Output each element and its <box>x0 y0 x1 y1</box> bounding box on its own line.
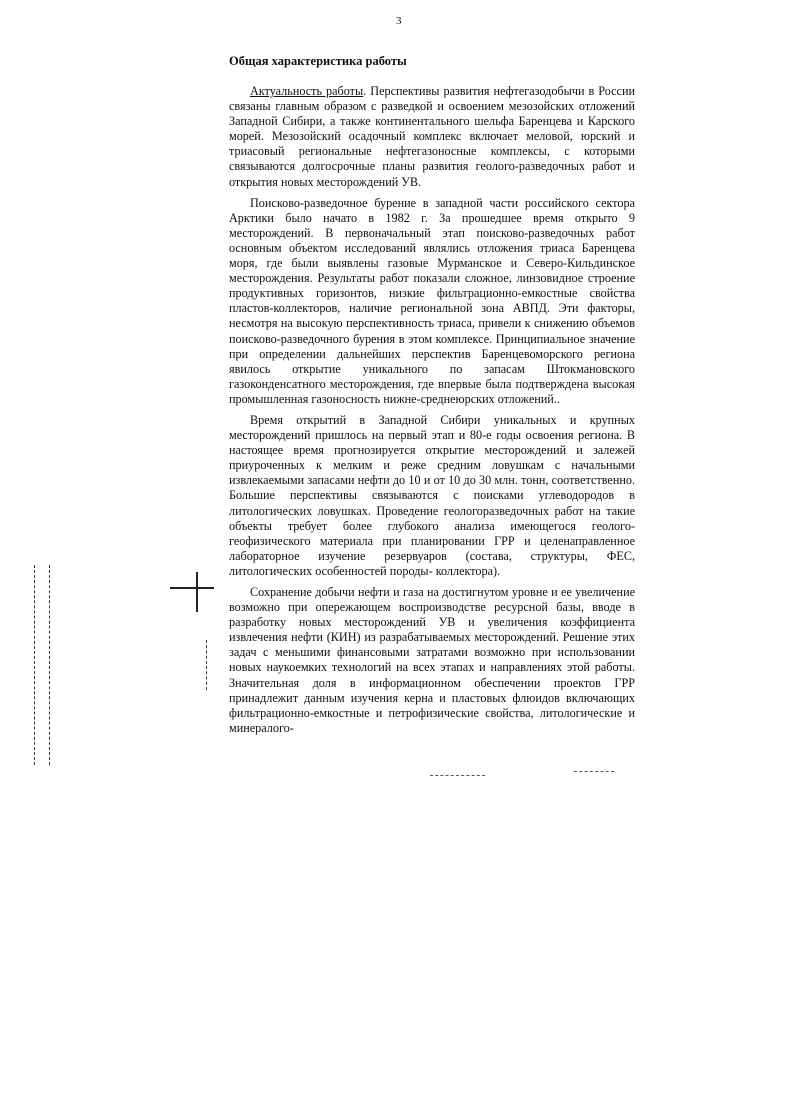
page-number: 3 <box>396 15 402 27</box>
scan-bottom-mark-left <box>430 775 485 776</box>
scan-cross-vertical <box>196 572 198 612</box>
paragraph-arctic-drilling: Поисково-разведочное бурение в западной части российского сектора Арктики было начато в 1982 г. За прошедшее время открыто 9 месторождений. В первоначальный этап поисково-разведочных работ основным объектом исследований являлись отложения триаса Баренцева моря, где были выявлены газовые Мурманское и Северо-Кильдинское месторождения. Результаты работ показали сложное, линзовидное строение продуктивных горизонтов, низкие фильтрационно-емкостные свойства пластов-коллекторов, наличие региональной зона АВПД. Эти факторы, несмотря на высокую перспективность триаса, привели к снижению объемов поисково-разведочного бурения в этом комплексе. Принципиальное значение при определении дальнейших перспектив Баренцевоморского региона явилось открытие уникального по запасам Штокмановского газоконденсатного месторождения, где впервые была подтверждена высокая промышленная газоносность нижне-среднеюрских отложений.. <box>229 195 635 406</box>
body-text <box>229 84 635 736</box>
scan-side-mark <box>206 640 207 690</box>
document-title: Общая характеристика работы <box>229 54 407 68</box>
scan-bottom-mark-right <box>574 771 614 772</box>
paragraph-production: Сохранение добычи нефти и газа на достигнутом уровне и ее увеличение возможно при опережающем воспроизводстве ресурсной базы, вводе в разработку новых месторождений УВ и увеличения коэффициента извлечения нефти (КИН) из разрабатываемых месторождений. Решение этих задач с меньшими финансовыми затратами возможно при использовании новых наукоемких технологий на всех этапах и направлениях этой работы. Значительная доля в информационном обеспечении проектов ГРР принадлежит данным изучения керна и пластовых флюидов включающих фильтрационно-емкостные и петрофизические свойства, литологические и минералого- <box>229 585 635 735</box>
paragraph-relevance <box>229 84 635 190</box>
scan-margin-line-left <box>34 565 35 765</box>
relevance-heading: Актуальность работы <box>250 84 364 98</box>
paragraph-west-siberia: Время открытий в Западной Сибири уникальных и крупных месторождений пришлось на первый этап и 80-е годы освоения региона. В настоящее время прогнозируется открытие месторождений и залежей приуроченных к мелким и реже средним ловушкам с начальными извлекаемыми запасами нефти до 10 и от 10 до 30 млн. тонн, соответственно. Большие перспективы связываются с поисками углеводородов в литологических ловушках. Проведение геологоразведочных работ на такие объекты требует более глубокого анализа имеющегося геолого-геофизического материала при планировании ГРР и целенаправленное лабораторное изучение резервуаров (состава, структуры, ФЕС, литологических особенностей породы- коллектора). <box>229 412 635 578</box>
scan-margin-line-inner <box>49 565 50 765</box>
scan-cross-horizontal <box>170 587 214 589</box>
relevance-text: . Перспективы развития нефтегазодобычи в России связаны главным образом с разведкой и освоением мезозойских отложений Западной Сибири, а также континентального шельфа Баренцева и Карского морей. Мезозойский осадочный комплекс включает меловой, юрский и триасовый региональные нефтегазоносные комплексы, с которыми связываются долгосрочные планы развития геолого-разведочных работ и открытия новых месторождений УВ. <box>229 84 635 189</box>
